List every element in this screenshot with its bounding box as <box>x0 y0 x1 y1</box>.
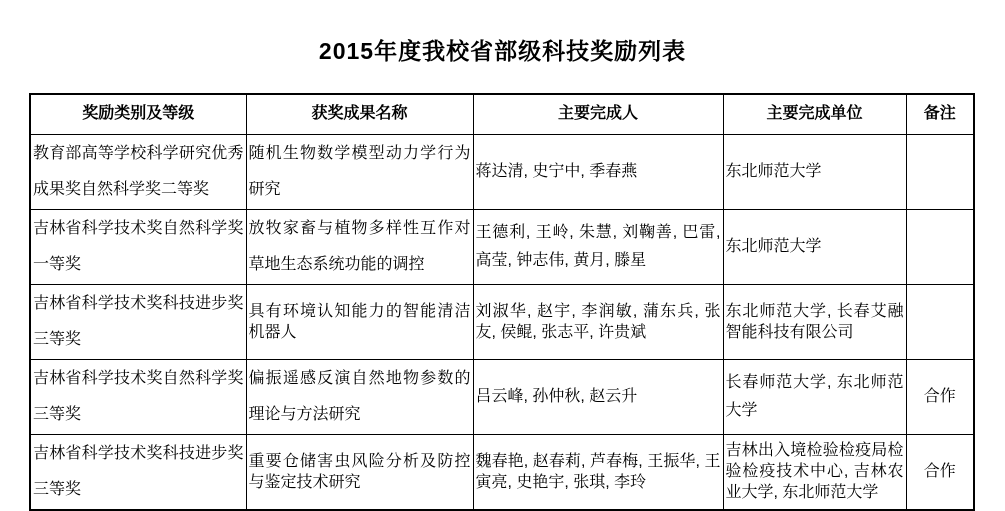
column-header-achievement: 获奖成果名称 <box>246 94 473 134</box>
column-header-category: 奖励类别及等级 <box>30 94 246 134</box>
cell-category: 吉林省科学技术奖科技进步奖三等奖 <box>30 434 246 510</box>
cell-units: 东北师范大学, 长春艾融智能科技有限公司 <box>723 284 906 359</box>
table-row <box>30 134 974 209</box>
cell-remark: 合作 <box>906 434 974 510</box>
cell-units: 吉林出入境检验检疫局检验检疫技术中心, 吉林农业大学, 东北师范大学 <box>723 434 906 510</box>
table-row <box>30 434 974 510</box>
cell-achievement: 随机生物数学模型动力学行为研究 <box>246 134 473 209</box>
cell-contributors: 王德利, 王岭, 朱慧, 刘鞠善, 巴雷, 高莹, 钟志伟, 黄月, 滕星 <box>473 209 723 284</box>
column-header-remark: 备注 <box>906 94 974 134</box>
cell-units: 东北师范大学 <box>723 134 906 209</box>
cell-remark <box>906 209 974 284</box>
cell-contributors: 刘淑华, 赵宇, 李润敏, 蒲东兵, 张友, 侯鲲, 张志平, 许贵斌 <box>473 284 723 359</box>
cell-category: 教育部高等学校科学研究优秀成果奖自然科学奖二等奖 <box>30 134 246 209</box>
table-header-row <box>30 94 974 134</box>
table-row <box>30 284 974 359</box>
table-row <box>30 359 974 434</box>
cell-remark: 合作 <box>906 359 974 434</box>
column-header-units: 主要完成单位 <box>723 94 906 134</box>
cell-achievement: 放牧家畜与植物多样性互作对草地生态系统功能的调控 <box>246 209 473 284</box>
cell-remark <box>906 284 974 359</box>
cell-units: 长春师范大学, 东北师范大学 <box>723 359 906 434</box>
page-title: 2015年度我校省部级科技奖励列表 <box>318 38 687 64</box>
cell-contributors: 吕云峰, 孙仲秋, 赵云升 <box>473 359 723 434</box>
cell-category: 吉林省科学技术奖科技进步奖三等奖 <box>30 284 246 359</box>
column-header-contributors: 主要完成人 <box>473 94 723 134</box>
table-row <box>30 209 974 284</box>
cell-units: 东北师范大学 <box>723 209 906 284</box>
cell-category: 吉林省科学技术奖自然科学奖一等奖 <box>30 209 246 284</box>
cell-contributors: 魏春艳, 赵春莉, 芦春梅, 王振华, 王寅亮, 史艳宇, 张琪, 李玲 <box>473 434 723 510</box>
cell-achievement: 偏振遥感反演自然地物参数的理论与方法研究 <box>246 359 473 434</box>
cell-achievement: 重要仓储害虫风险分析及防控与鉴定技术研究 <box>246 434 473 510</box>
cell-remark <box>906 134 974 209</box>
cell-contributors: 蒋达清, 史宁中, 季春燕 <box>473 134 723 209</box>
cell-category: 吉林省科学技术奖自然科学奖三等奖 <box>30 359 246 434</box>
awards-table <box>29 93 975 511</box>
cell-achievement: 具有环境认知能力的智能清洁机器人 <box>246 284 473 359</box>
